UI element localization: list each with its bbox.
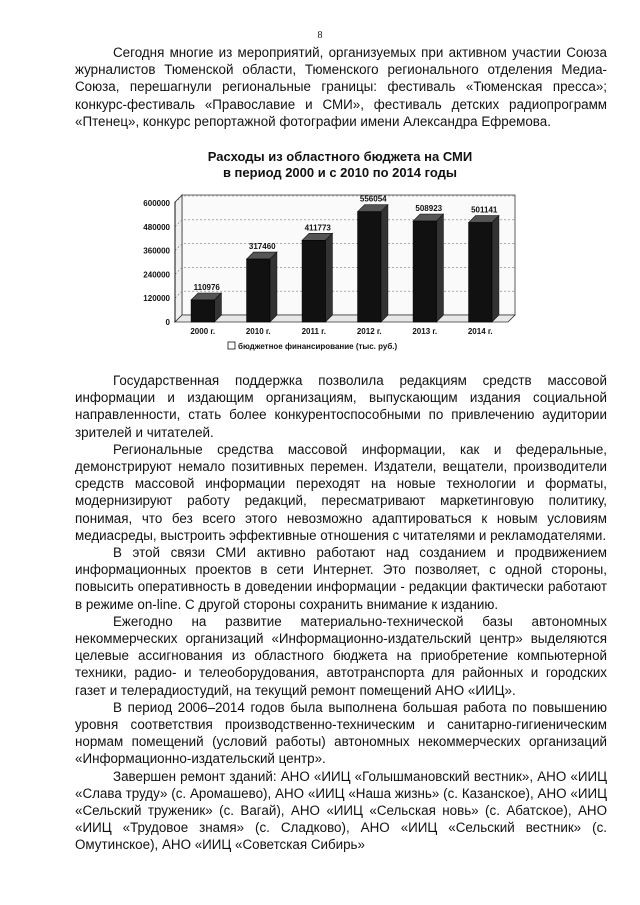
bar-side-face (325, 233, 332, 322)
plot-back-wall (182, 195, 515, 315)
y-tick-label: 360000 (143, 246, 170, 256)
chart-title-line-1: Расходы из областного бюджета на СМИ (207, 149, 473, 164)
paragraph: В этой связи СМИ активно работают над созданием и продвижением информационных проектов в сети Интернет. Это позволяет, с одной стороны, повысить оперативность в доведении информации - редакции фактически работают в режиме on-line. С другой стороны сохранить внимание к изданию. (75, 545, 607, 612)
bar (302, 240, 325, 322)
x-tick-label: 2011 г. (301, 327, 326, 336)
bar-side-face (381, 205, 388, 322)
bar-side-face (492, 216, 499, 322)
x-tick-label: 2000 г. (190, 327, 216, 336)
plot-side-wall (175, 195, 182, 322)
data-label: 556054 (359, 194, 387, 204)
chart-title-line-2: в период 2000 и с 2010 по 2014 годы (222, 165, 458, 180)
data-label: 508923 (415, 204, 443, 214)
legend-swatch (228, 342, 235, 349)
bar (358, 212, 381, 322)
data-label: 110976 (193, 282, 220, 292)
bar-chart (120, 185, 530, 360)
legend-label: бюджетное финансирование (тыс. руб.) (238, 342, 398, 351)
page-number: 8 (317, 30, 323, 41)
x-tick-label: 2014 г. (467, 327, 493, 336)
y-tick-label: 600000 (143, 199, 170, 208)
plot-floor (175, 315, 515, 322)
paragraph: В период 2006–2014 годов была выполнена большая работа по повышению уровня соответствия производственно-техническим и санитарно-гигиеническим нормам помещений (условий работы) автономных некоммерческих организаций «Информационно-издательский центр». (75, 699, 607, 767)
text-block-top (75, 44, 607, 130)
x-tick-label: 2012 г. (356, 327, 382, 336)
data-label: 317460 (248, 242, 276, 252)
bar (191, 300, 214, 322)
data-label: 501141 (471, 205, 498, 215)
bar (247, 259, 270, 322)
x-tick-label: 2013 г. (412, 327, 438, 336)
y-tick-label: 0 (165, 318, 170, 327)
bar-side-face (436, 214, 443, 322)
paragraph: Ежегодно на развитие материально-технической базы автономных некоммерческих организаций «Информационно-издательский центр» выделяются целевые ассигнования из областного бюджета на приобретение компьютерной техники, радио- и телеоборудования, автотранспорта для районных и городских газет и телерадиостудий, на текущий ремонт помещений АНО «ИИЦ». (75, 613, 607, 698)
bar (469, 223, 492, 322)
y-tick-label: 240000 (143, 270, 170, 280)
text-block-bottom (75, 372, 607, 854)
paragraph: Завершен ремонт зданий: АНО «ИИЦ «Голышмановский вестник», АНО «ИИЦ «Слава труду» (с. Аромашево), АНО «ИИЦ «Наша жизнь» (с. Казанское), АНО «ИИЦ «Сельский труженик» (с. Вагай), АНО «ИИЦ «Сельская новь» (с. Абатское), АНО «ИИЦ «Трудовое знамя» (с. Сладково), АНО «ИИЦ «Сельский вестник» (с. Омутинское), АНО «ИИЦ «Советская Сибирь» (75, 768, 607, 853)
paragraph: Сегодня многие из мероприятий, организуемых при активном участии Союза журналистов Тюменской области, Тюменского регионального отделения Медиа-Союза, перешагнули региональные границы: фестиваль «Тюменская пресса»; конкурс-фестиваль «Православие и СМИ», фестиваль детских радиопрограмм «Птенец», конкурс репортажной фотографии имени Александра Ефремова. (75, 45, 607, 129)
y-tick-label: 480000 (143, 222, 170, 232)
y-tick-label: 120000 (143, 294, 170, 304)
x-tick-label: 2010 г. (245, 327, 271, 336)
bar (413, 221, 436, 322)
bar-side-face (270, 252, 277, 322)
data-label: 411773 (304, 223, 331, 233)
paragraph: Государственная поддержка позволила редакциям средств массовой информации и издающим организациям, выпускающим издания социальной направленности, стать более конкурентоспособными по привлечению аудитории зрителей и читателей. (75, 373, 607, 440)
paragraph: Региональные средства массовой информации, как и федеральные, демонстрируют немало позитивных перемен. Издатели, вещатели, производители средств массовой информации переходят на новые технологии и форматы, модернизируют работу редакций, пересматривают маркетинговую политику, понимая, что без всего этого невозможно адаптироваться к новым условиям медиасреды, выстроить эффективные отношения с читателями и рекламодателями. (75, 441, 607, 543)
chart-title (130, 149, 550, 181)
